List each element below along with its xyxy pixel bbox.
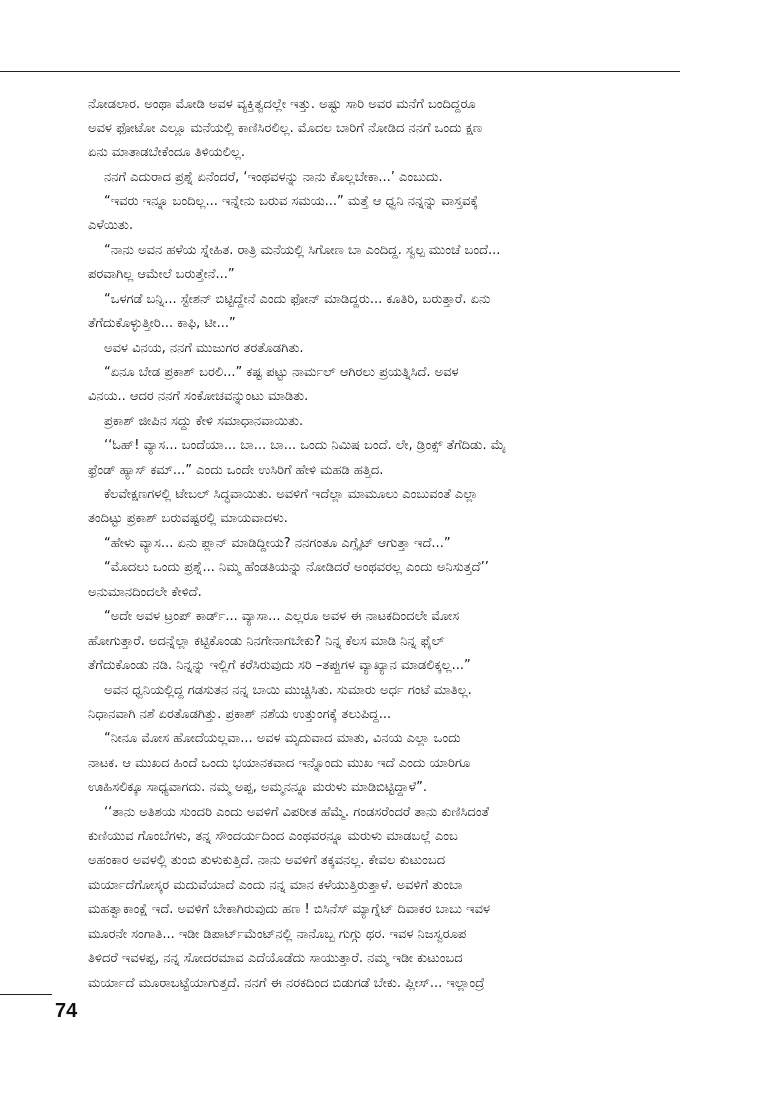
- text-line: ಮೂರನೇ ಸಂಗಾತಿ... ಇಡೀ ಡಿಪಾರ್ಟ್‌ಮೆಂಟ್‌ನಲ್ಲಿ ನಾನೊಬ್ಬ ಗುಗ್ಗು ಥರ. ಇವಳ ನಿಜಸ್ವರೂಪ: [88, 927, 467, 942]
- text-line: ಅವಳ ವಿನಯ, ನನಗೆ ಮುಜುಗರ ತರತೊಡಗಿತು.: [104, 341, 304, 356]
- text-line: “ಒಳಗಡೆ ಬನ್ನಿ... ಸ್ಟೇಶನ್ ಬಿಟ್ಟಿದ್ದೇನೆ ಎಂದು ಫೋನ್ ಮಾಡಿದ್ದರು... ಕೂತಿರಿ, ಬರುತ್ತಾರೆ. ಏನು: [104, 292, 491, 307]
- text-line: “ಮೊದಲು ಒಂದು ಪ್ರಶ್ನೆ... ನಿಮ್ಮ ಹೆಂಡತಿಯನ್ನು ನೋಡಿದರೆ ಅಂಥವರಲ್ಲ ಎಂದು ಅನಿಸುತ್ತದೆ’’: [104, 560, 489, 575]
- text-line: ಎಳೆಯಿತು.: [88, 218, 134, 233]
- text-line: “ಇವರು ಇನ್ನೂ ಬಂದಿಲ್ಲ... ಇನ್ನೇನು ಬರುವ ಸಮಯ...” ಮತ್ತೆ ಆ ಧ್ವನಿ ನನ್ನನ್ನು ವಾಸ್ತವಕ್ಕೆ: [104, 194, 479, 209]
- text-line: ತೆಗೆದುಕೊಳ್ಳುತ್ತೀರಿ... ಕಾಫಿ, ಟೀ...”: [88, 316, 236, 331]
- text-line: ನಾಟಕ. ಆ ಮುಖದ ಹಿಂದೆ ಒಂದು ಭಯಾನಕವಾದ ಇನ್ನೊಂದು ಮುಖ ಇದೆ ಎಂದು ಯಾರಿಗೂ: [88, 756, 471, 771]
- text-line: ಪ್ರಕಾಶ್ ಜೀಪಿನ ಸದ್ದು ಕೇಳಿ ಸಮಾಧಾನವಾಯಿತು.: [104, 414, 304, 429]
- top-rule: [0, 71, 680, 72]
- text-line: ಮರ್ಯಾದೆ ಮೂರಾಬಟ್ಟೆಯಾಗುತ್ತದೆ. ನನಗೆ ಈ ನರಕದಿಂದ ಬಿಡುಗಡೆ ಬೇಕು. ಪ್ಲೀಸ್... ಇಲ್ಲಾಂದ್ರೆ: [88, 976, 485, 991]
- text-line: ಫ್ರೆಂಡ್ ಹ್ಯಾಸ್ ಕಮ್...” ಎಂದು ಒಂದೇ ಉಸಿರಿಗೆ ಹೇಳಿ ಮಹಡಿ ಹತ್ತಿದ.: [88, 463, 384, 478]
- text-line: ಅನುಮಾನದಿಂದಲೇ ಕೇಳಿದೆ.: [88, 585, 202, 600]
- text-line: ತಂದಿಟ್ಟು ಪ್ರಕಾಶ್ ಬರುವಷ್ಟರಲ್ಲಿ ಮಾಯವಾದಳು.: [88, 511, 288, 526]
- text-line: ಏನು ಮಾತಾಡಬೇಕೆಂದೂ ತಿಳಿಯಲಿಲ್ಲ.: [88, 145, 245, 160]
- text-line: “ಅದೇ ಅವಳ ಟ್ರಂಪ್ ಕಾರ್ಡ್... ವ್ಯಾಸಾ... ಎಲ್ಲರೂ ಅವಳ ಈ ನಾಟಕದಿಂದಲೇ ಮೋಸ: [104, 609, 460, 624]
- footer-rule: [0, 994, 52, 995]
- text-line: ಅವನ ಧ್ವನಿಯಲ್ಲಿದ್ದ ಗಡಸುತನ ನನ್ನ ಬಾಯಿ ಮುಚ್ಚಿಸಿತು. ಸುಮಾರು ಅರ್ಧ ಗಂಟೆ ಮಾತಿಲ್ಲ.: [104, 683, 472, 698]
- text-line: ವಿನಯ.. ಆದರ ನನಗೆ ಸಂಕೋಚವನ್ನುಂಟು ಮಾಡಿತು.: [88, 389, 309, 404]
- text-line: ಕುಣಿಯುವ ಗೊಂಬೆಗಳು, ತನ್ನ ಸೌಂದರ್ಯದಿಂದ ಎಂಥವರನ್ನೂ ಮರುಳು ಮಾಡಬಲ್ಲೆ ಎಂಬ: [88, 829, 458, 844]
- text-line: ಮರ್ಯಾದೆಗೋಸ್ಕರ ಮದುವೆಯಾದೆ ಎಂದು ನನ್ನ ಮಾನ ಕಳೆಯುತ್ತಿರುತ್ತಾಳೆ. ಅವಳಿಗೆ ತುಂಬಾ: [88, 878, 463, 893]
- text-line: ಅಹಂಕಾರ ಅವಳಲ್ಲಿ ತುಂಬಿ ತುಳುಕುತ್ತಿದೆ. ನಾನು ಅವಳಿಗೆ ತಕ್ಕವನಲ್ಲ. ಕೇವಲ ಕುಟುಂಬದ: [88, 853, 446, 868]
- page-number: 74: [55, 1000, 78, 1022]
- text-line: ನೋಡಲಾರ. ಅಂಥಾ ಮೋಡಿ ಅವಳ ವ್ಯಕ್ತಿತ್ವದಲ್ಲೇ ಇತ್ತು. ಅಷ್ಟು ಸಾರಿ ಅವರ ಮನೆಗೆ ಬಂದಿದ್ದರೂ: [88, 97, 476, 112]
- text-line: ತೆಗೆದುಕೊಂಡು ನಡಿ. ನಿನ್ನನ್ನು ಇಲ್ಲಿಗೆ ಕರೆಸಿರುವುದು ಸರಿ –ತಪ್ಪುಗಳ ವ್ಯಾಖ್ಯಾನ ಮಾಡಲಿಕ್ಕಲ್ಲ...”: [88, 658, 471, 673]
- text-line: ನನಗೆ ಎದುರಾದ ಪ್ರಶ್ನೆ ಏನೆಂದರೆ, ‘ಇಂಥವಳನ್ನು ನಾನು ಕೊಲ್ಲಬೇಕಾ...’ ಎಂಬುದು.: [104, 170, 443, 185]
- text-line: “ನೀನೂ ಮೋಸ ಹೋದೆಯಲ್ಲವಾ... ಅವಳ ಮೃದುವಾದ ಮಾತು, ವಿನಯ ಎಲ್ಲಾ ಒಂದು: [104, 731, 461, 746]
- text-line: “ಹೇಳು ವ್ಯಾಸ... ಏನು ಪ್ಲಾನ್ ಮಾಡಿದ್ದೀಯ? ನನಗಂತೂ ಎಗ್ಸೈಟ್ ಆಗುತ್ತಾ ಇದೆ...”: [104, 536, 451, 551]
- text-line: ಕೆಲವೇಕ್ಷಣಗಳಲ್ಲಿ ಟೇಬಲ್ ಸಿದ್ಧವಾಯಿತು. ಅವಳಿಗೆ ಇದೆಲ್ಲಾ ಮಾಮೂಲು ಎಂಬುವಂತೆ ಎಲ್ಲಾ: [104, 487, 478, 502]
- text-line: ‘‘ತಾನು ಅತಿಶಯ ಸುಂದರಿ ಎಂದು ಅವಳಿಗೆ ವಿಪರೀತ ಹೆಮ್ಮೆ. ಗಂಡಸರೆಂದರೆ ತಾನು ಕುಣಿಸಿದಂತೆ: [104, 805, 490, 820]
- text-line: “ನಾನು ಅವನ ಹಳೆಯ ಸ್ನೇಹಿತ. ರಾತ್ರಿ ಮನೆಯಲ್ಲಿ ಸಿಗೋಣ ಬಾ ಎಂದಿದ್ದ. ಸ್ವಲ್ಪ ಮುಂಚೆ ಬಂದೆ...: [104, 243, 501, 258]
- text-line: ನಿಧಾನವಾಗಿ ನಶೆ ಏರತೊಡಗಿತ್ತು. ಪ್ರಕಾಶ್ ನಶೆಯ ಉತ್ತುಂಗಕ್ಕೆ ತಲುಪಿದ್ದ...: [88, 707, 392, 722]
- text-line: ಪರವಾಗಿಲ್ಲ ಆಮೇಲೆ ಬರುತ್ತೇನೆ...”: [88, 267, 235, 282]
- text-line: ‘‘ಓಹ್! ವ್ಯಾಸ... ಬಂದೆಯಾ... ಬಾ... ಬಾ... ಒಂದು ನಿಮಿಷ ಬಂದೆ. ಲೇ, ಡ್ರಿಂಕ್ಸ್ ತೆಗೆದಿಡು. ಮೈ: [104, 438, 506, 453]
- text-line: ಹೋಗುತ್ತಾರೆ. ಅದನ್ನೆಲ್ಲಾ ಕಟ್ಟಿಕೊಂಡು ನಿನಗೇನಾಗಬೇಕು? ನಿನ್ನ ಕೆಲಸ ಮಾಡಿ ನಿನ್ನ ಫೈಲ್: [88, 634, 445, 649]
- text-line: ಮಹತ್ವಾಕಾಂಕ್ಷೆ ಇದೆ. ಅವಳಿಗೆ ಬೇಕಾಗಿರುವುದು ಹಣ ! ಬಿಸಿನೆಸ್ ಮ್ಯಾಗ್ನೆಟ್ ದಿವಾಕರ ಬಾಬು ಇವಳ: [88, 902, 491, 917]
- text-line: “ಏನೂ ಬೇಡ ಪ್ರಕಾಶ್ ಬರಲಿ...” ಕಷ್ಟ ಪಟ್ಟು ನಾರ್ಮಲ್ ಆಗಿರಲು ಪ್ರಯತ್ನಿಸಿದೆ. ಅವಳ: [104, 365, 459, 380]
- text-line: ತಿಳಿದರೆ ಇವಳಪ್ಪ, ನನ್ನ ಸೋದರಮಾವ ಎದೆಯೊಡೆದು ಸಾಯುತ್ತಾರೆ. ನಮ್ಮ ಇಡೀ ಕುಟುಂಬದ: [88, 951, 463, 966]
- text-line: ಅವಳ ಫೋಟೋ ಎಲ್ಲೂ ಮನೆಯಲ್ಲಿ ಕಾಣಿಸಿರಲಿಲ್ಲ. ಮೊದಲ ಬಾರಿಗೆ ನೋಡಿದ ನನಗೆ ಒಂದು ಕ್ಷಣ: [88, 121, 483, 136]
- text-line: ಊಹಿಸಲಿಕ್ಕೂ ಸಾಧ್ಯವಾಗದು. ನಮ್ಮ ಅಪ್ಪ, ಅಮ್ಮನನ್ನೂ ಮರುಳು ಮಾಡಿಬಿಟ್ಟಿದ್ದಾಳೆ”.: [88, 780, 427, 795]
